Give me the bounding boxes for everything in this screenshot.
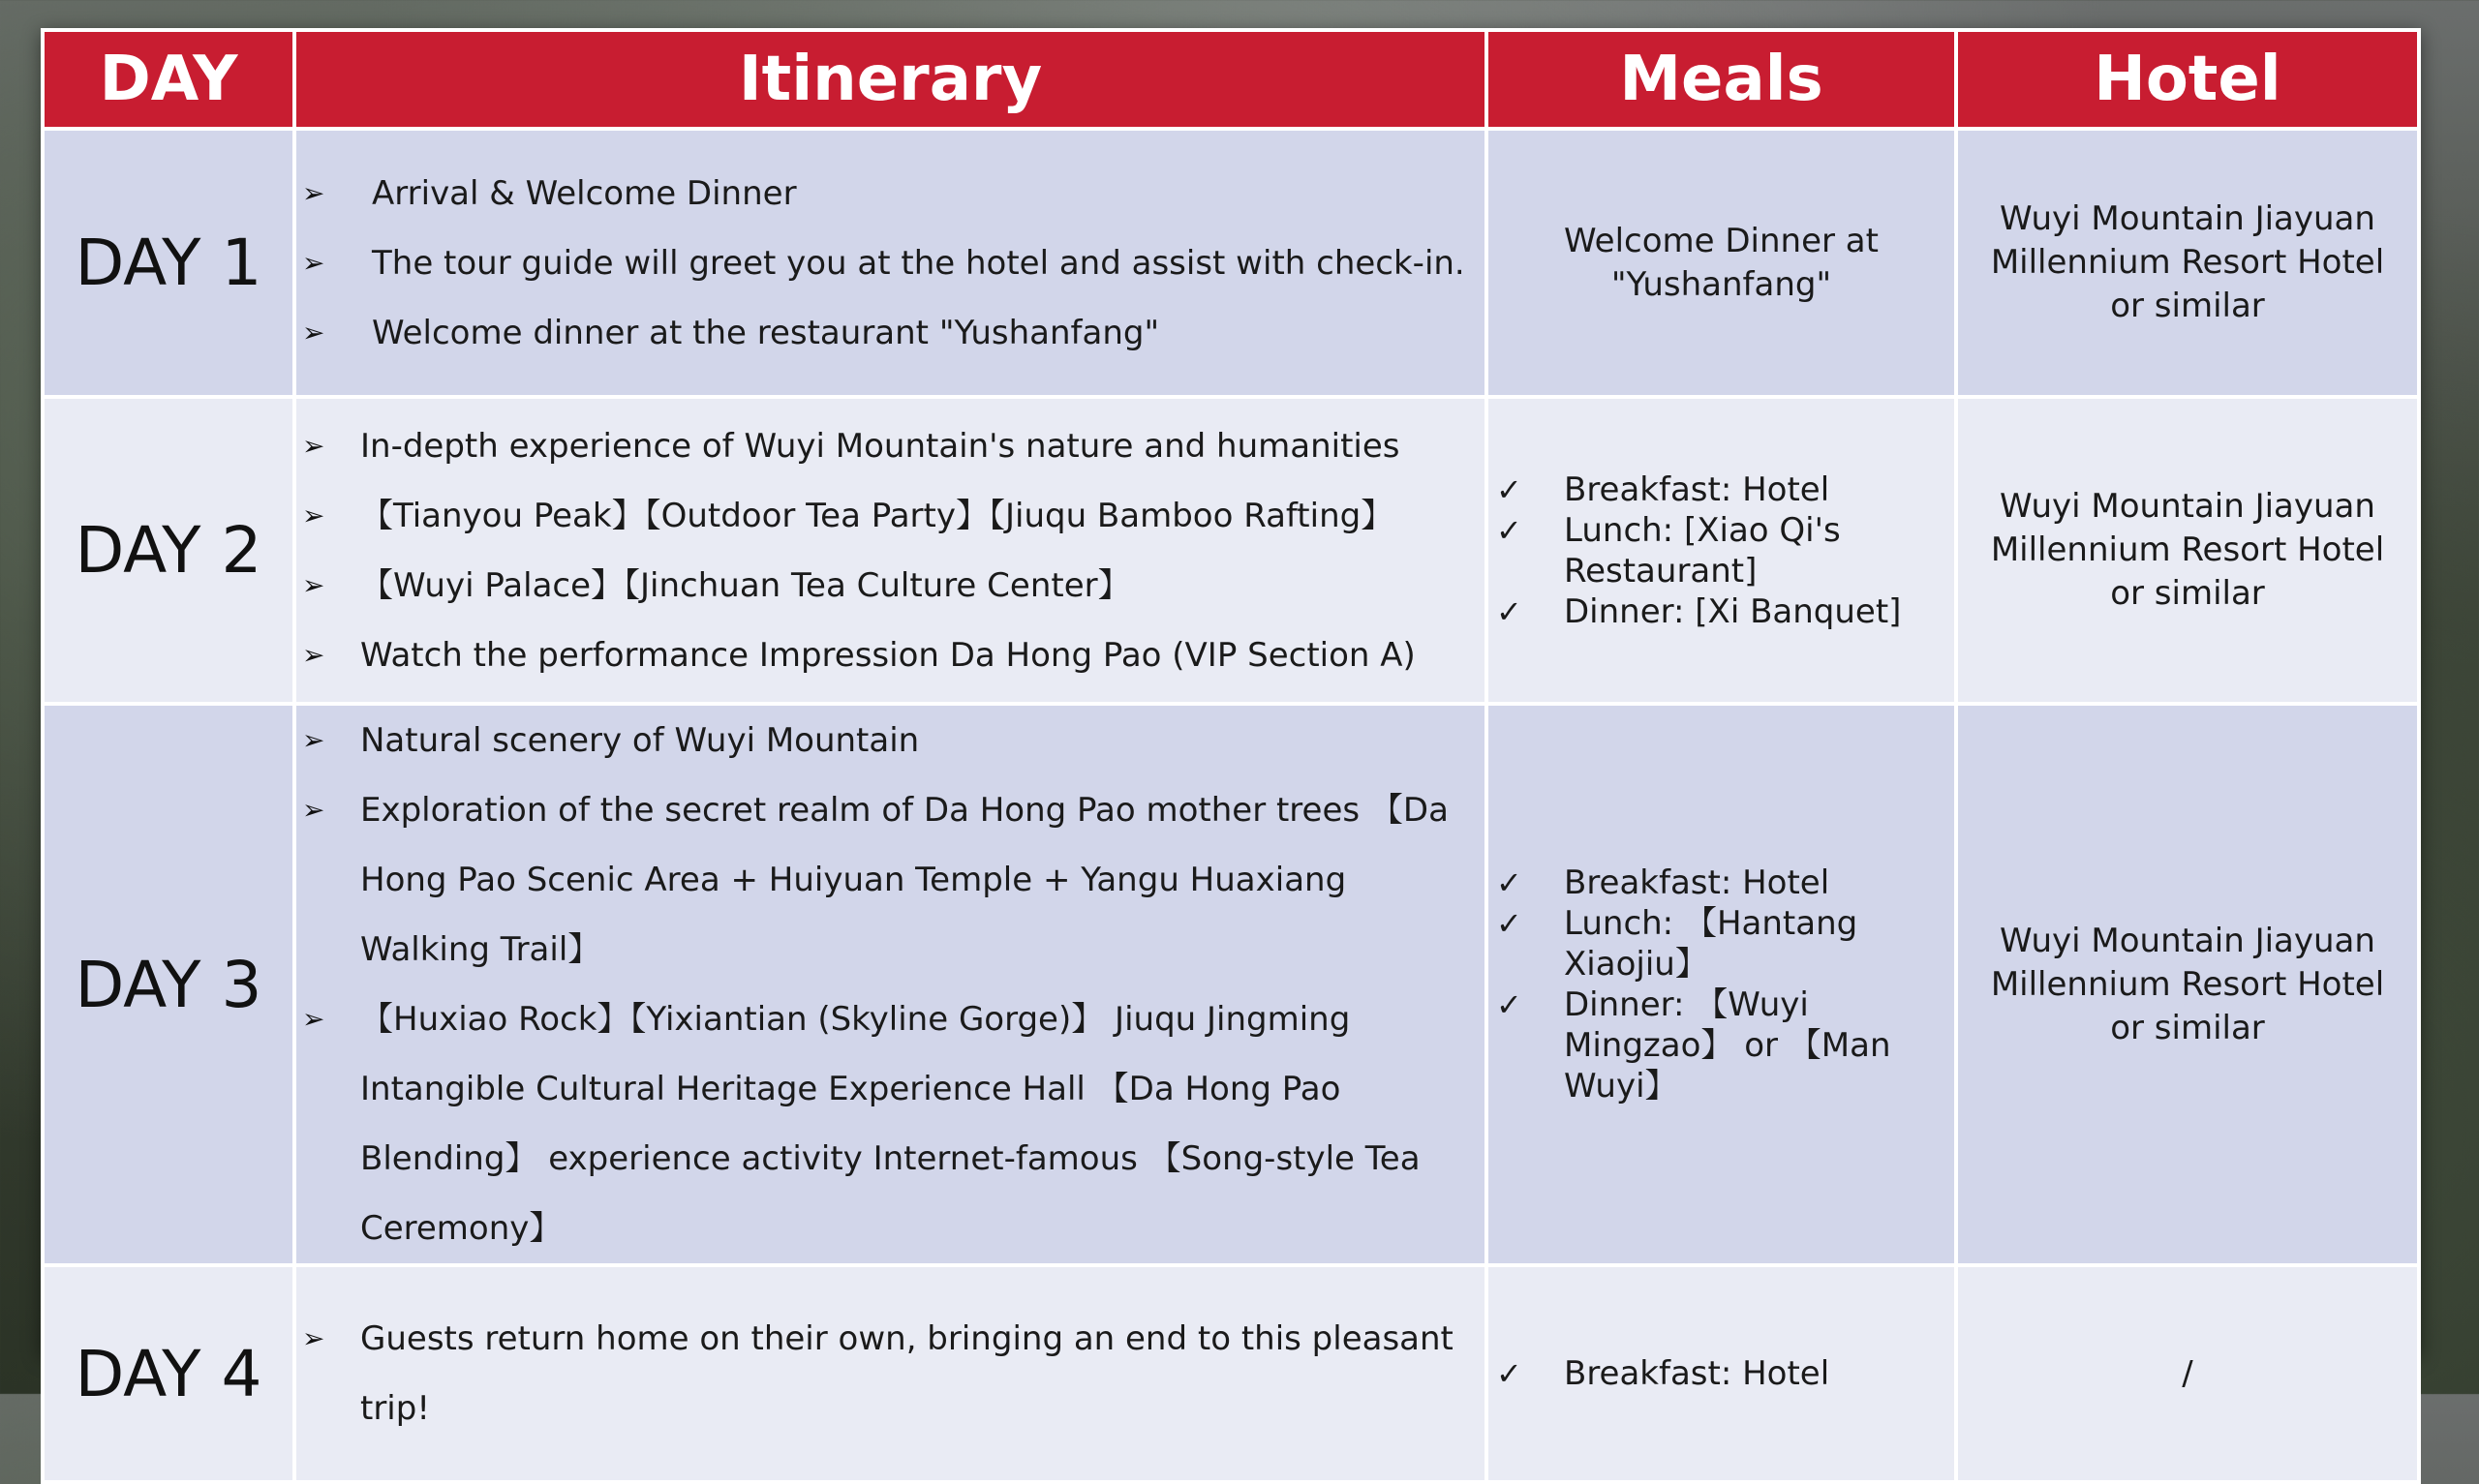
hotel-text: / bbox=[2182, 1353, 2193, 1393]
list-item: ➢ Guests return home on their own, bringing an end to this pleasant trip! bbox=[296, 1304, 1465, 1443]
arrowhead-bullet-icon: ➢ bbox=[302, 1322, 325, 1354]
itinerary-cell bbox=[296, 399, 1484, 702]
meals-cell bbox=[1488, 131, 1954, 395]
meals-cell bbox=[1488, 706, 1954, 1263]
checkmark-icon: ✓ bbox=[1496, 1355, 1522, 1392]
header-itinerary: Itinerary bbox=[296, 32, 1484, 127]
table-row bbox=[45, 706, 2417, 1263]
hotel-cell bbox=[1958, 131, 2417, 395]
list-item: ✓ Breakfast: Hotel bbox=[1496, 1354, 1830, 1393]
header-row bbox=[45, 32, 2417, 127]
list-item: ➢ The tour guide will greet you at the hotel and assist with check-in. bbox=[296, 228, 1465, 298]
checkmark-icon: ✓ bbox=[1496, 470, 1522, 508]
list-item: ➢ In-depth experience of Wuyi Mountain's nature and humanities bbox=[296, 411, 1465, 481]
list-item: ➢ Natural scenery of Wuyi Mountain bbox=[296, 706, 1465, 775]
list-item: ➢ Arrival & Welcome Dinner bbox=[296, 159, 1465, 228]
arrowhead-bullet-icon: ➢ bbox=[302, 499, 325, 531]
arrowhead-bullet-icon: ➢ bbox=[302, 246, 325, 279]
itinerary-cell bbox=[296, 131, 1484, 395]
table-row bbox=[45, 399, 2417, 702]
day-label: DAY 3 bbox=[45, 706, 292, 1263]
list-item: ✓ Breakfast: Hotel bbox=[1496, 863, 1830, 902]
meals-cell bbox=[1488, 1267, 1954, 1480]
day-label: DAY 2 bbox=[45, 399, 292, 702]
hotel-text: Wuyi Mountain Jiayuan Millennium Resort Hotel or similar bbox=[1990, 487, 2385, 613]
checkmark-icon: ✓ bbox=[1496, 592, 1522, 630]
list-item: ✓ Dinner: 【Wuyi Mingzao】 or 【Man Wuyi】 bbox=[1496, 985, 1891, 1105]
hotel-cell bbox=[1958, 399, 2417, 702]
list-item: ✓ Dinner: [Xi Banquet] bbox=[1496, 591, 1902, 631]
meals-cell bbox=[1488, 399, 1954, 702]
hotel-cell bbox=[1958, 1267, 2417, 1480]
list-item: ➢ 【Huxiao Rock】【Yixiantian (Skyline Gorge)】 Jiuqu Jingming Intangible Cultural Heritage Experience Hall 【Da Hong Pao Blending】 experience activity Internet-famous 【Song-style Tea Ceremony】 bbox=[296, 984, 1465, 1263]
hotel-text: Wuyi Mountain Jiayuan Millennium Resort Hotel or similar bbox=[1990, 921, 2385, 1047]
header-meals: Meals bbox=[1488, 32, 1954, 127]
header-day: DAY bbox=[45, 32, 292, 127]
checkmark-icon: ✓ bbox=[1496, 864, 1522, 901]
header-hotel: Hotel bbox=[1958, 32, 2417, 127]
day-label: DAY 4 bbox=[45, 1267, 292, 1480]
arrowhead-bullet-icon: ➢ bbox=[302, 724, 325, 756]
list-item: ➢ Watch the performance Impression Da Hong Pao (VIP Section A) bbox=[296, 621, 1465, 690]
list-item: ➢ 【Tianyou Peak】【Outdoor Tea Party】【Jiuqu Bamboo Rafting】 bbox=[296, 481, 1465, 551]
arrowhead-bullet-icon: ➢ bbox=[302, 316, 325, 348]
list-item: ✓ Lunch: [Xiao Qi's Restaurant] bbox=[1496, 510, 1841, 591]
itinerary-table bbox=[41, 28, 2421, 1484]
checkmark-icon: ✓ bbox=[1496, 905, 1522, 942]
arrowhead-bullet-icon: ➢ bbox=[302, 429, 325, 462]
itinerary-cell bbox=[296, 1267, 1484, 1480]
checkmark-icon: ✓ bbox=[1496, 986, 1522, 1023]
arrowhead-bullet-icon: ➢ bbox=[302, 638, 325, 671]
arrowhead-bullet-icon: ➢ bbox=[302, 568, 325, 601]
hotel-text: Wuyi Mountain Jiayuan Millennium Resort Hotel or similar bbox=[1990, 199, 2385, 325]
itinerary-sheet bbox=[41, 28, 2421, 1428]
arrowhead-bullet-icon: ➢ bbox=[302, 176, 325, 209]
arrowhead-bullet-icon: ➢ bbox=[302, 1003, 325, 1035]
hotel-cell bbox=[1958, 706, 2417, 1263]
list-item: ➢ Exploration of the secret realm of Da Hong Pao mother trees 【Da Hong Pao Scenic Area + Huiyuan Temple + Yangu Huaxiang Walking Trail】 bbox=[296, 775, 1465, 984]
itinerary-cell bbox=[296, 706, 1484, 1263]
table-row bbox=[45, 131, 2417, 395]
list-item: ✓ Breakfast: Hotel bbox=[1496, 469, 1830, 509]
meals-text: Welcome Dinner at "Yushanfang" bbox=[1564, 221, 1879, 304]
checkmark-icon: ✓ bbox=[1496, 511, 1522, 549]
list-item: ➢ Welcome dinner at the restaurant "Yushanfang" bbox=[296, 298, 1465, 368]
list-item: ✓ Lunch: 【Hantang Xiaojiu】 bbox=[1496, 904, 1858, 984]
table-row bbox=[45, 1267, 2417, 1480]
arrowhead-bullet-icon: ➢ bbox=[302, 794, 325, 826]
day-label: DAY 1 bbox=[45, 131, 292, 395]
list-item: ➢ 【Wuyi Palace】【Jinchuan Tea Culture Center】 bbox=[296, 551, 1465, 621]
